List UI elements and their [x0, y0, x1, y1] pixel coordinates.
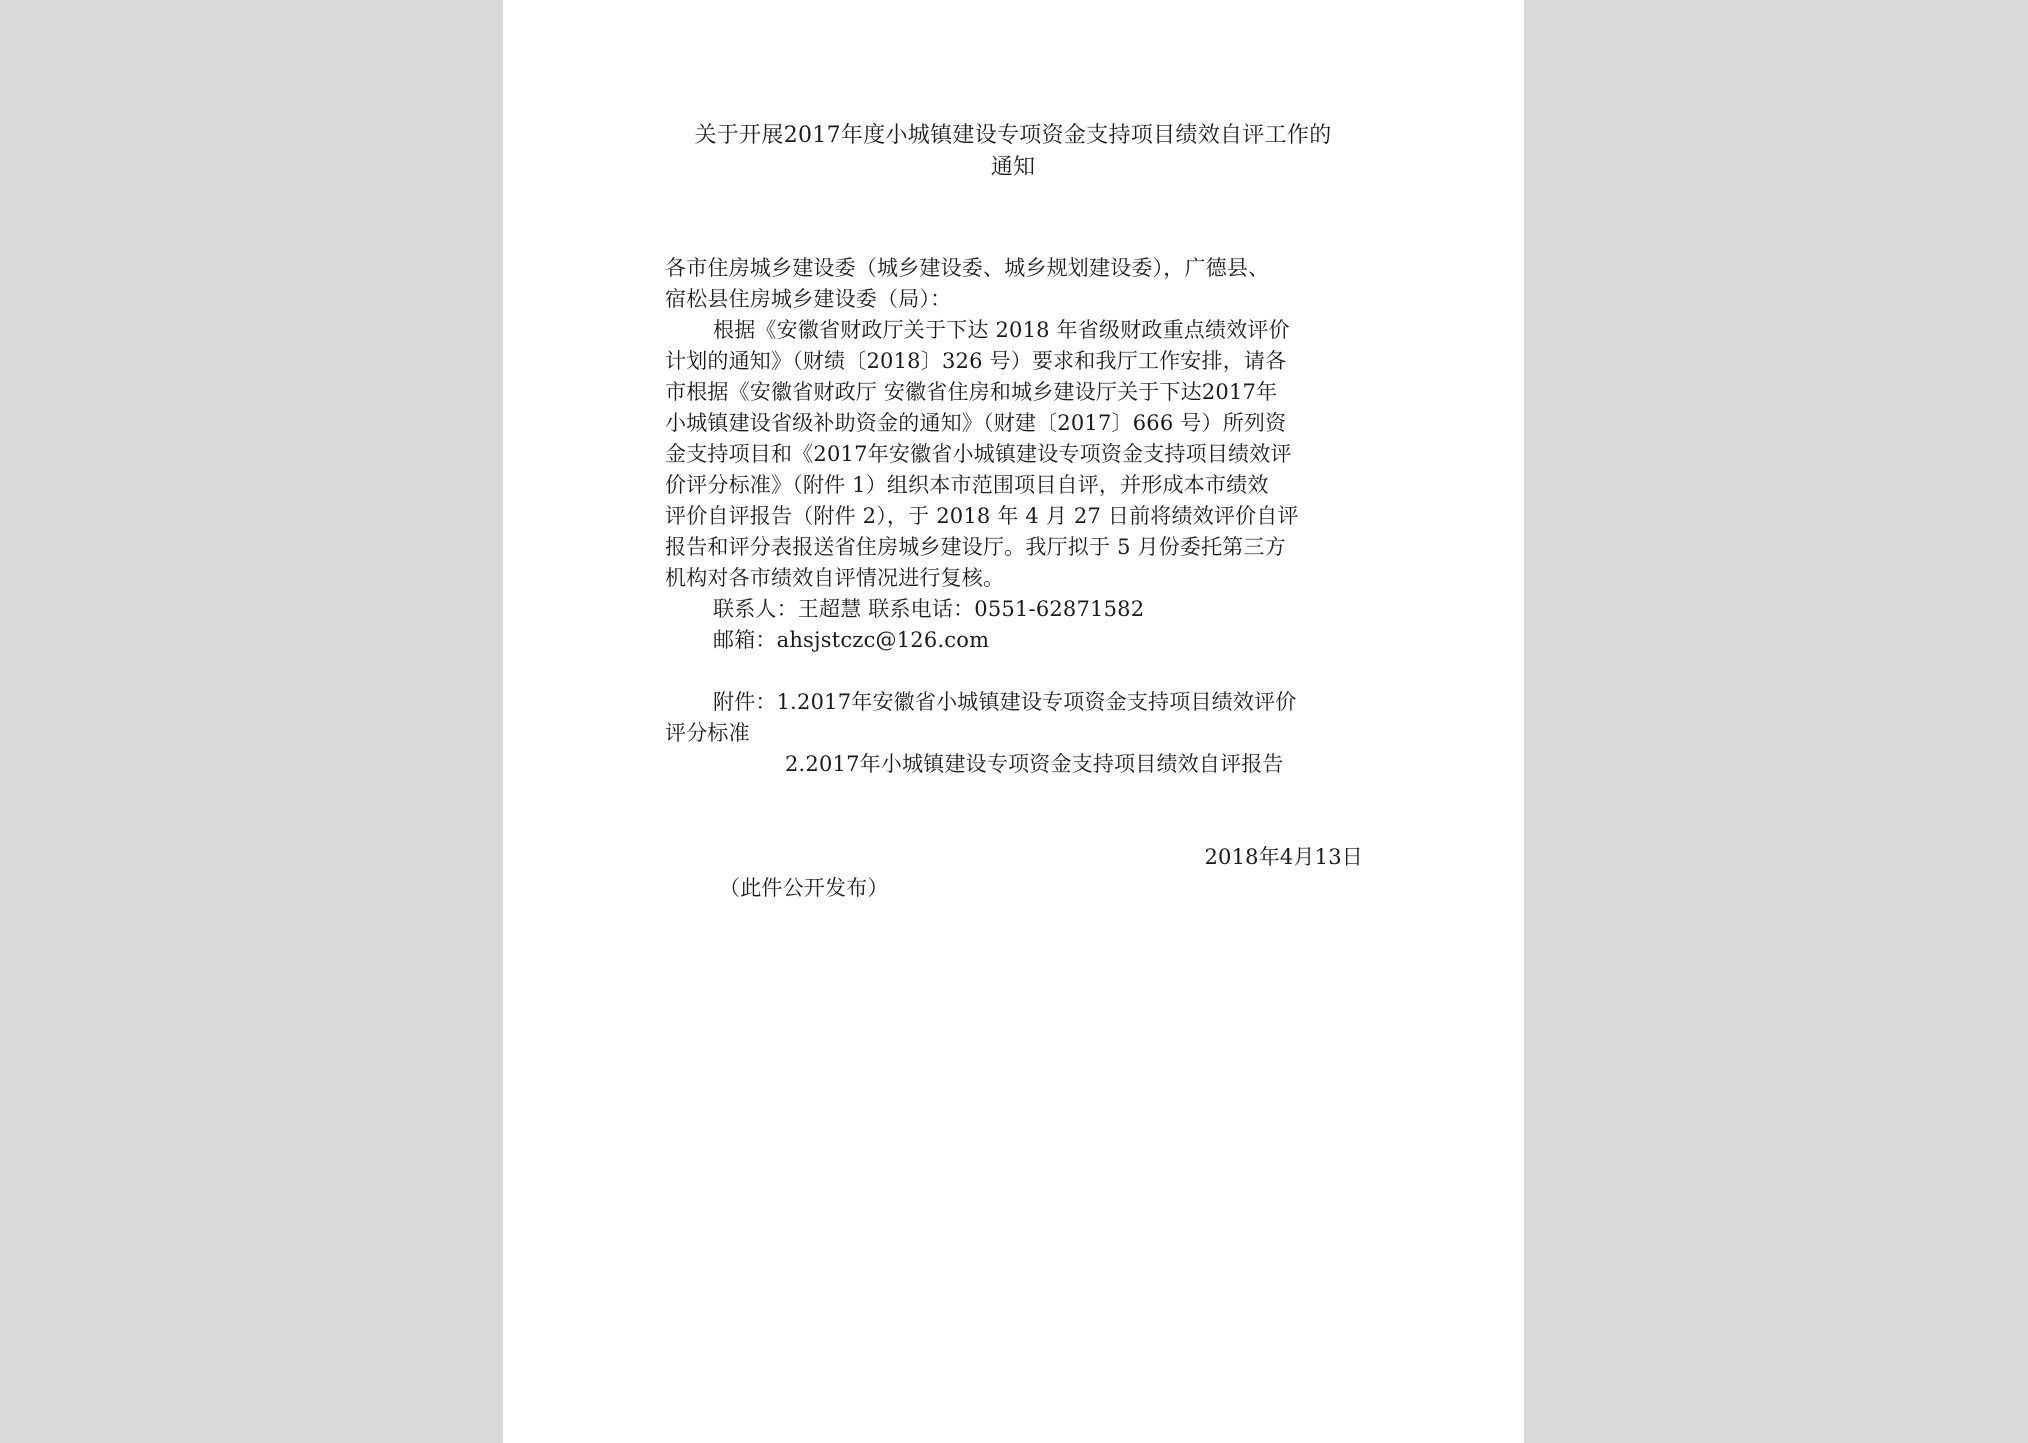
body-line: 市根据《安徽省财政厅 安徽省住房和城乡建设厅关于下达2017年	[665, 380, 1278, 404]
attachment-line-2: 2.2017年小城镇建设专项资金支持项目绩效自评报告	[785, 752, 1284, 776]
attachment-line-1-continued: 评分标准	[665, 721, 750, 745]
body-line: 机构对各市绩效自评情况进行复核。	[665, 566, 1005, 590]
addressee-line-1: 各市住房城乡建设委（城乡建设委、城乡规划建设委），广德县、	[665, 256, 1270, 280]
body-line: 报告和评分表报送省住房城乡建设厅。我厅拟于 5 月份委托第三方	[665, 535, 1286, 559]
body-line: 计划的通知》（财绩〔2018〕326 号）要求和我厅工作安排，请各	[665, 349, 1287, 373]
title-line-1: 关于开展2017年度小城镇建设专项资金支持项目绩效自评工作的	[694, 123, 1332, 148]
addressee-line-2: 宿松县住房城乡建设委（局）：	[665, 287, 952, 311]
document-body	[665, 253, 1365, 904]
document-title	[663, 120, 1363, 184]
title-line-2: 通知	[990, 155, 1036, 180]
body-line: 小城镇建设省级补助资金的通知》（财建〔2017〕666 号）所列资	[665, 411, 1287, 435]
contact-line: 联系人：王超慧 联系电话：0551-62871582	[713, 597, 1145, 621]
attachment-line-1: 附件：1.2017年安徽省小城镇建设专项资金支持项目绩效评价	[713, 690, 1297, 714]
blank-line	[665, 656, 1365, 687]
document-page	[503, 0, 1524, 1443]
email-line: 邮箱：ahsjstczc@126.com	[713, 628, 990, 652]
body-line: 金支持项目和《2017年安徽省小城镇建设专项资金支持项目绩效评	[665, 442, 1292, 466]
publish-notice: （此件公开发布）	[719, 876, 889, 900]
body-line: 根据《安徽省财政厅关于下达 2018 年省级财政重点绩效评价	[713, 318, 1290, 342]
body-line: 价评分标准》（附件 1）组织本市范围项目自评，并形成本市绩效	[665, 473, 1269, 497]
document-date: 2018年4月13日	[1204, 845, 1363, 869]
body-line: 评价自评报告（附件 2），于 2018 年 4 月 27 日前将绩效评价自评	[665, 504, 1299, 528]
